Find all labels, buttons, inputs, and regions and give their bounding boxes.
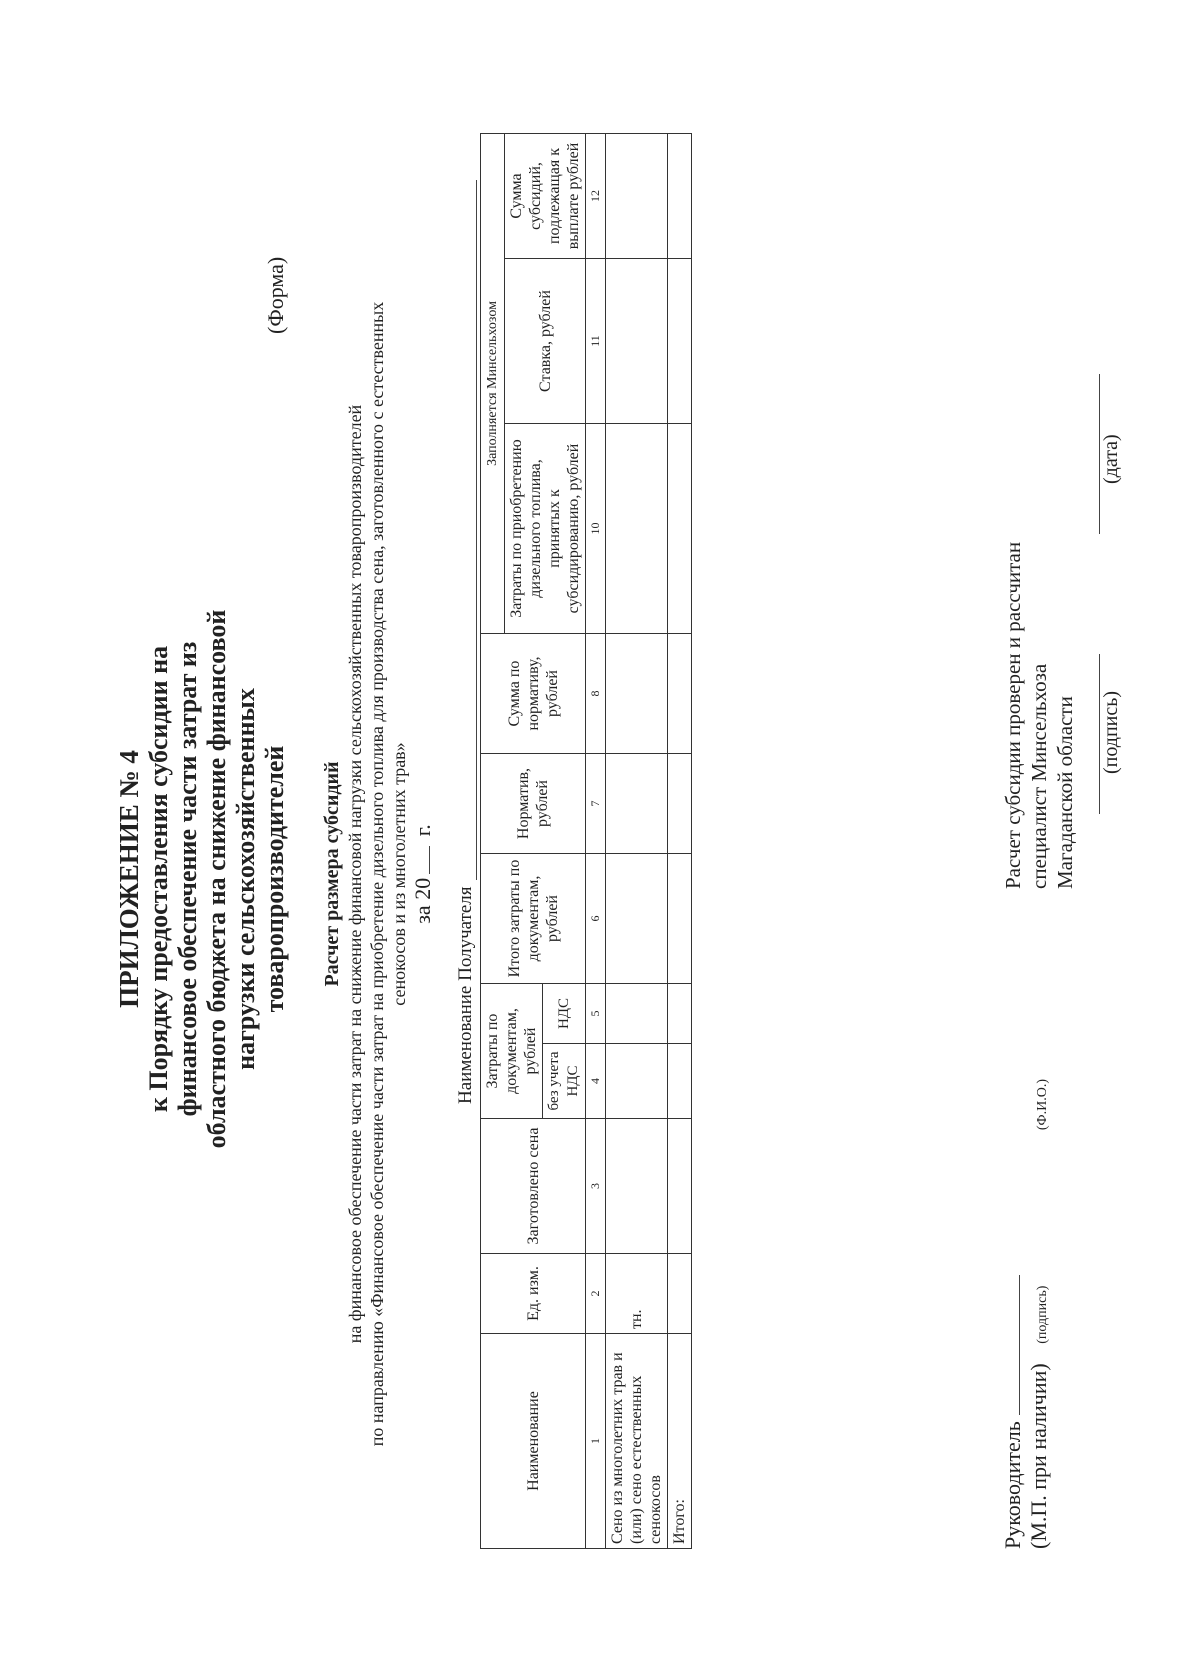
th-costs-docs: Затраты по документам, рублей [481, 984, 543, 1119]
appendix-number: ПРИЛОЖЕНИЕ № 4 [114, 750, 144, 1008]
recipient-row [455, 180, 477, 1104]
cell-harvested[interactable] [606, 1119, 668, 1254]
period-line [410, 174, 436, 1574]
cell-vat[interactable] [606, 984, 668, 1044]
col-num: 8 [586, 634, 606, 754]
col-num: 1 [586, 1334, 606, 1549]
heading-line-4: нагрузки сельскохозяйственных [231, 688, 260, 1070]
head-signature-blank [1019, 1275, 1020, 1415]
th-without-vat: без учета НДС [543, 1044, 586, 1119]
cell-total-costs[interactable] [606, 854, 668, 984]
heading-line-3: областного бюджета на снижение финансовой [202, 609, 231, 1149]
col-num: 12 [586, 133, 606, 258]
col-num: 10 [586, 424, 606, 634]
fio-caption: (Ф.И.О.) [1035, 1079, 1050, 1131]
row-name: Итого: [668, 1334, 692, 1549]
th-subsidy: Сумма субсидий, подлежащая к выплате рублей [505, 133, 586, 258]
th-rate: Ставка, рублей [505, 259, 586, 424]
col-num: 11 [586, 259, 606, 424]
date-caption: (дата) [1100, 434, 1122, 484]
calculation-description [344, 174, 410, 1574]
period-suffix: г. [410, 824, 435, 837]
cell-norm[interactable] [668, 754, 692, 854]
th-unit: Ед. изм. [481, 1254, 586, 1334]
cell-norm-sum[interactable] [668, 634, 692, 754]
row-unit [668, 1254, 692, 1334]
cell-fuel-costs[interactable] [668, 424, 692, 634]
checked-line-2: специалист Минсельхоза [1027, 663, 1051, 889]
table-row [668, 133, 692, 1548]
cell-norm-sum[interactable] [606, 634, 668, 754]
th-filled-by: Заполняется Минсельхозом [481, 133, 505, 633]
th-vat: НДС [543, 984, 586, 1044]
th-norm: Норматив, рублей [481, 754, 586, 854]
recipient-blank [458, 180, 477, 880]
cell-rate[interactable] [668, 259, 692, 424]
column-number-row [586, 133, 606, 1548]
cell-harvested[interactable] [668, 1119, 692, 1254]
appendix-heading [115, 129, 289, 1629]
subsidy-table [480, 133, 692, 1549]
description-line-1: на финансовое обеспечение части затрат на снижение финансовой нагрузки сельскохозяйственных товаропроизводителей [345, 404, 365, 1344]
row-name: Сено из многолетних трав и (или) сено естественных сенокосов [606, 1334, 668, 1549]
signature-caption: (подпись) [1100, 690, 1122, 774]
cell-vat[interactable] [668, 984, 692, 1044]
col-num: 4 [586, 1044, 606, 1119]
cell-without-vat[interactable] [606, 1044, 668, 1119]
cell-fuel-costs[interactable] [606, 424, 668, 634]
ministry-signature-block [1000, 542, 1078, 889]
cell-rate[interactable] [606, 259, 668, 424]
col-num: 3 [586, 1119, 606, 1254]
th-norm-sum: Сумма по нормативу, рублей [481, 634, 586, 754]
col-num: 6 [586, 854, 606, 984]
period-year: 20 [410, 877, 435, 900]
cell-norm[interactable] [606, 754, 668, 854]
table-row [606, 133, 668, 1548]
year-blank [429, 846, 430, 874]
description-line-2: по направлению «Финансовое обеспечение части затрат на приобретение дизельного топлива для производства сена, заготовленного с естественных [367, 301, 387, 1447]
stamp-label: (М.П. при наличии) [1026, 1363, 1051, 1549]
form-label: (Форма) [263, 256, 288, 334]
calculation-title: Расчет размера субсидий [321, 761, 343, 987]
sign-caption: (подпись) [1035, 1285, 1050, 1344]
heading-line-5: товаропроизводителей [260, 745, 289, 1013]
head-signature-block [1000, 1079, 1056, 1549]
col-num: 5 [586, 984, 606, 1044]
heading-line-2: финансовое обеспечение части затрат из [173, 641, 202, 1117]
recipient-label: Наименование Получателя [455, 886, 476, 1104]
checked-line-3: Магаданской области [1053, 696, 1077, 889]
cell-subsidy[interactable] [606, 133, 668, 258]
heading-line-1: к Порядку предоставления субсидии на [144, 645, 173, 1113]
head-label: Руководитель [1000, 1421, 1025, 1549]
table-header-row-1 [481, 133, 505, 1548]
cell-subsidy[interactable] [668, 133, 692, 258]
checked-line-1: Расчет субсидии проверен и рассчитан [1001, 541, 1025, 889]
cell-without-vat[interactable] [668, 1044, 692, 1119]
row-unit: тн. [606, 1254, 668, 1334]
th-fuel-costs: Затраты по приобретению дизельного топлива, принятых к субсидированию, рублей [505, 424, 586, 634]
col-num: 2 [586, 1254, 606, 1334]
th-total-costs: Итого затраты по документам, рублей [481, 854, 586, 984]
period-prefix: за [410, 905, 435, 924]
description-line-3: сенокосов и из многолетних трав» [389, 742, 409, 1006]
th-harvested: Заготовлено сена [481, 1119, 586, 1254]
cell-total-costs[interactable] [668, 854, 692, 984]
th-name: Наименование [481, 1334, 586, 1549]
col-num: 7 [586, 754, 606, 854]
